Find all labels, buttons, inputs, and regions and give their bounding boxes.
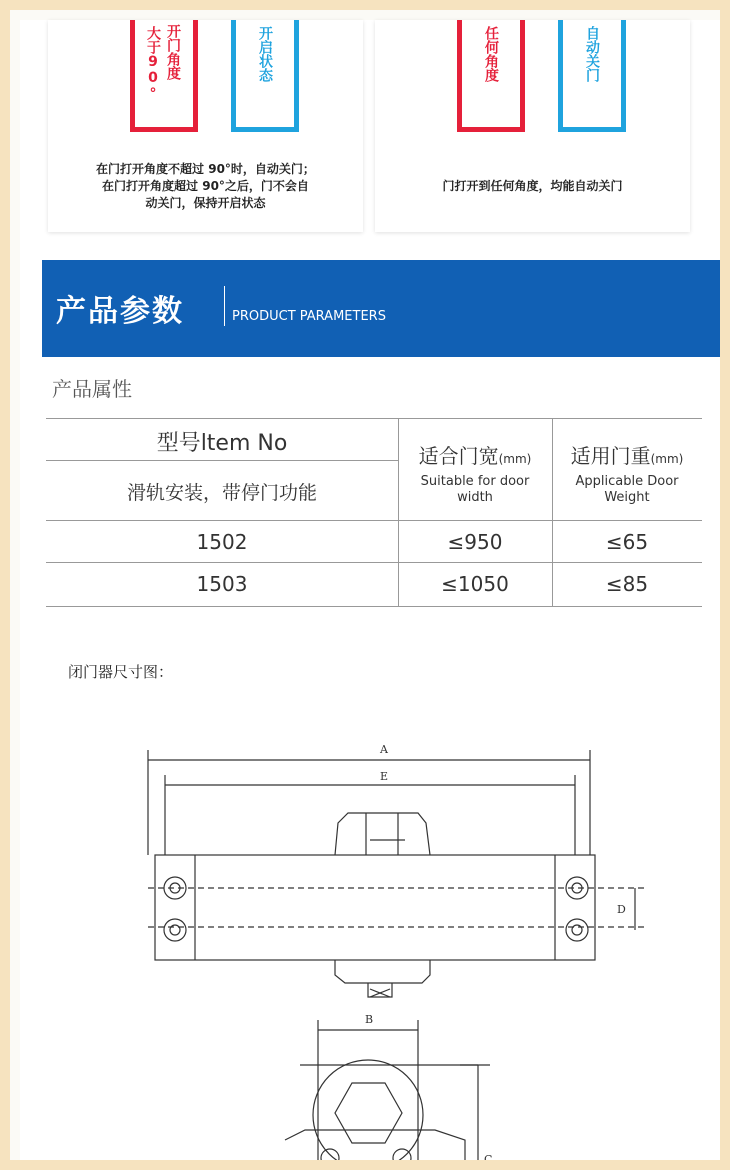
- feature-card-stop: [48, 20, 363, 232]
- label-c: C: [484, 1153, 493, 1166]
- bracket-text: 大于90°: [145, 26, 161, 102]
- feature-bracket-red: [130, 20, 198, 132]
- feature-bracket-blue: [231, 20, 299, 132]
- table-border: [46, 418, 702, 419]
- install-note: 滑轨安装，带停门功能: [126, 482, 317, 504]
- table-cell-model: 1503: [196, 572, 248, 596]
- parameters-table: [46, 418, 702, 608]
- feature-bracket-red: [457, 20, 525, 132]
- width-header-zh: 适合门宽: [418, 444, 499, 468]
- banner-title-en: PRODUCT PARAMETERS: [232, 309, 386, 324]
- weight-header: [552, 440, 702, 469]
- weight-header-en-line: Weight: [604, 490, 650, 505]
- attributes-title: 产品属性: [52, 377, 132, 401]
- table-border: [46, 520, 702, 521]
- table-border: [46, 606, 702, 607]
- page-content: [20, 20, 730, 1170]
- feature-caption: [68, 161, 343, 212]
- weight-header-en-line: Applicable Door: [575, 474, 679, 489]
- bracket-text-col-2: [165, 24, 183, 80]
- banner-title-zh: 产品参数: [56, 294, 184, 329]
- caption-line: 在门打开角度超过 90°之后，门不会自: [102, 179, 309, 193]
- width-unit: (mm): [498, 452, 532, 466]
- bracket-text: 自动关门: [584, 26, 600, 82]
- table-cell-weight: ≤85: [605, 572, 649, 596]
- weight-unit: (mm): [650, 452, 684, 466]
- width-header-en-line: width: [457, 490, 493, 505]
- table-cell-weight: ≤65: [605, 530, 649, 554]
- section-banner: [42, 260, 728, 357]
- table-border: [46, 460, 398, 461]
- width-header-en-line: Suitable for door: [420, 474, 530, 489]
- table-cell-width: ≤1050: [441, 572, 509, 596]
- table-border: [46, 562, 702, 563]
- table-cell-model: 1502: [196, 530, 248, 554]
- width-header: [398, 440, 552, 469]
- caption-line: 在门打开角度不超过 90°时，自动关门；: [96, 162, 315, 176]
- bracket-text-col-1: [145, 24, 163, 102]
- table-cell-width: ≤950: [447, 530, 503, 554]
- caption-line: 动关门，保持开启状态: [145, 196, 266, 210]
- weight-header-zh: 适用门重: [570, 444, 651, 468]
- bracket-text: 开启状态: [257, 26, 273, 82]
- width-header-en: [398, 474, 552, 506]
- banner-divider: [224, 286, 225, 326]
- model-header: 型号ltem No: [156, 431, 288, 456]
- diagram-title: 闭门器尺寸图：: [68, 663, 174, 681]
- label-d: D: [617, 903, 626, 916]
- feature-bracket-blue: [558, 20, 626, 132]
- label-a: A: [380, 743, 388, 756]
- feature-card-any-angle: [375, 20, 690, 232]
- weight-header-en: [552, 474, 702, 506]
- label-b: B: [365, 1013, 374, 1026]
- door-closer-drawing: [140, 735, 660, 1170]
- bracket-text: 任何角度: [483, 26, 499, 82]
- label-e: E: [380, 770, 389, 783]
- feature-caption: 门打开到任何角度，均能自动关门: [442, 179, 623, 193]
- bracket-text: 开门角度: [165, 24, 181, 80]
